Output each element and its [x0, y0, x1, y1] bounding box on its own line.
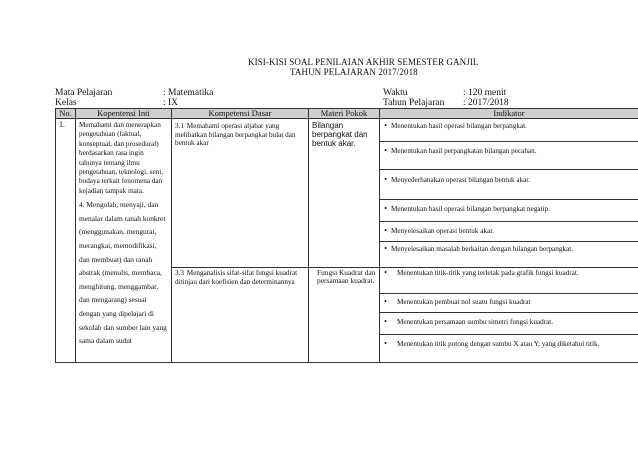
kelas-value: : IX: [163, 98, 179, 108]
list-item: [380, 142, 638, 170]
list-item: [380, 222, 638, 242]
indikator-text: Menentukan hasil operasi bilangan berpangkat negatip.: [391, 205, 550, 213]
tahun-value: : 2017/2018: [463, 98, 509, 108]
list-item: [380, 294, 638, 313]
header-indikator: Indikator: [380, 109, 638, 119]
bullet-icon: •: [384, 244, 387, 253]
cell-kd-2: [172, 268, 309, 363]
waktu-value: : 120 menit: [463, 88, 507, 98]
indikator-text: Menyelesaikan masalah berkaitan dengan bilangan berpangkat.: [391, 245, 574, 253]
indikator-text: Menentukan titik-titik yang terletak pada grafik fungsi kuadrat.: [397, 269, 579, 277]
list-item: [380, 268, 638, 294]
bullet-icon: •: [384, 226, 387, 235]
doc-title-line1: KISI-KISI SOAL PENILAIAN AKHIR SEMESTER GANJIL: [248, 57, 479, 67]
cell-kompetensi-inti: [76, 119, 172, 363]
list-item: [380, 119, 638, 142]
bullet-icon: •: [384, 121, 387, 130]
mapel-value: : Matematika: [163, 88, 214, 98]
kd2-number: 3.3: [175, 269, 184, 277]
kd2-text: Menganalisis sifat-sifat fungsi kuadrat ditinjau dari koefisien dan determinannya: [175, 269, 298, 286]
materi-1-text: Bilangan berpangkat dan bentuk akar.: [312, 121, 368, 149]
header-kompetensi-dasar: Kompetensi Dasar: [172, 109, 309, 119]
cell-kd-1: [172, 119, 309, 268]
indikator-text: Menentukan hasil perpangkatan bilangan pecahan.: [391, 147, 537, 155]
kisi-kisi-table: [55, 108, 638, 363]
bullet-icon: •: [384, 317, 387, 326]
cell-materi-2: [309, 268, 380, 363]
indikator-text: Menyelesaikan operasi bentuk akar.: [391, 227, 494, 235]
bullet-icon: •: [384, 339, 387, 348]
cell-indikator-2: [380, 268, 638, 363]
cell-indikator-1: [380, 119, 638, 268]
kd1-text: Memahami operasi aljabar yang melibatkan bilangan berpangkat bulat dan bentuk akar: [175, 122, 296, 148]
ki-text-1: Memahami dan menerapkan pengetahuan (faktual, konseptual, dan prosedural) berdasarkan rasa ingin tahunya tentang ilmu pengetahuan, teknologi, seni, budaya terkait fenomena dan kejadian tampak mata.: [79, 121, 164, 195]
bullet-icon: •: [384, 268, 387, 277]
indikator-text: Menyederhanakan operasi bilangan bentuk akar.: [391, 176, 531, 184]
bullet-icon: •: [384, 297, 387, 306]
kelas-label: Kelas: [55, 98, 77, 108]
ki-text-2: 4. Mengolah, menyaji, dan menalar dalam ranah konkret (menggunakan, mengurai, merangkai, memodifikasi, dan membuat) dan ranah abstrak (menulis, membaca, menghitung, menggambar, dan mengarang) sesuai dengan yang dipelajari di sekolah dan sumber lain yang sama dalam sudut: [79, 200, 167, 346]
cell-materi-1: [309, 119, 380, 268]
list-item: [380, 170, 638, 200]
list-item: [380, 200, 638, 222]
table-header-row: [56, 109, 638, 119]
doc-title-line2: TAHUN PELAJARAN 2017/2018: [290, 67, 418, 77]
header-materi-pokok: Materi Pokok: [309, 109, 380, 119]
bullet-icon: •: [384, 175, 387, 184]
materi-2-text: Fungsi Kuadrat dan persamaan kuadrat.: [317, 268, 376, 286]
list-item: [380, 242, 638, 267]
header-no: No.: [56, 109, 76, 119]
indikator-text: Menentukan persamaan sumbu simetri fungsi kuadrat.: [397, 318, 554, 326]
indikator-text: Menentukan pembuat nol suatu fungsi kuadrat: [397, 298, 531, 306]
header-kopentensi-inti: Kopentensi Inti: [76, 109, 172, 119]
indikator-text: Menentukan hasil operasi bilangan berpangkat.: [391, 122, 527, 130]
table-row: [56, 119, 638, 268]
tahun-label: Tahun Pelajaran: [383, 98, 445, 108]
list-item: [380, 335, 638, 362]
bullet-icon: •: [384, 204, 387, 213]
row-number: 1.: [59, 120, 65, 129]
waktu-label: Waktu: [383, 88, 408, 98]
mapel-label: Mata Pelajaran: [55, 88, 113, 98]
kd1-number: 3.1: [175, 122, 184, 130]
bullet-icon: •: [384, 146, 387, 155]
cell-no: [56, 119, 76, 363]
list-item: [380, 313, 638, 335]
indikator-text: Menentukan titik potong dengan sumbu X atau Y, yang diketahui titik.: [397, 340, 600, 348]
